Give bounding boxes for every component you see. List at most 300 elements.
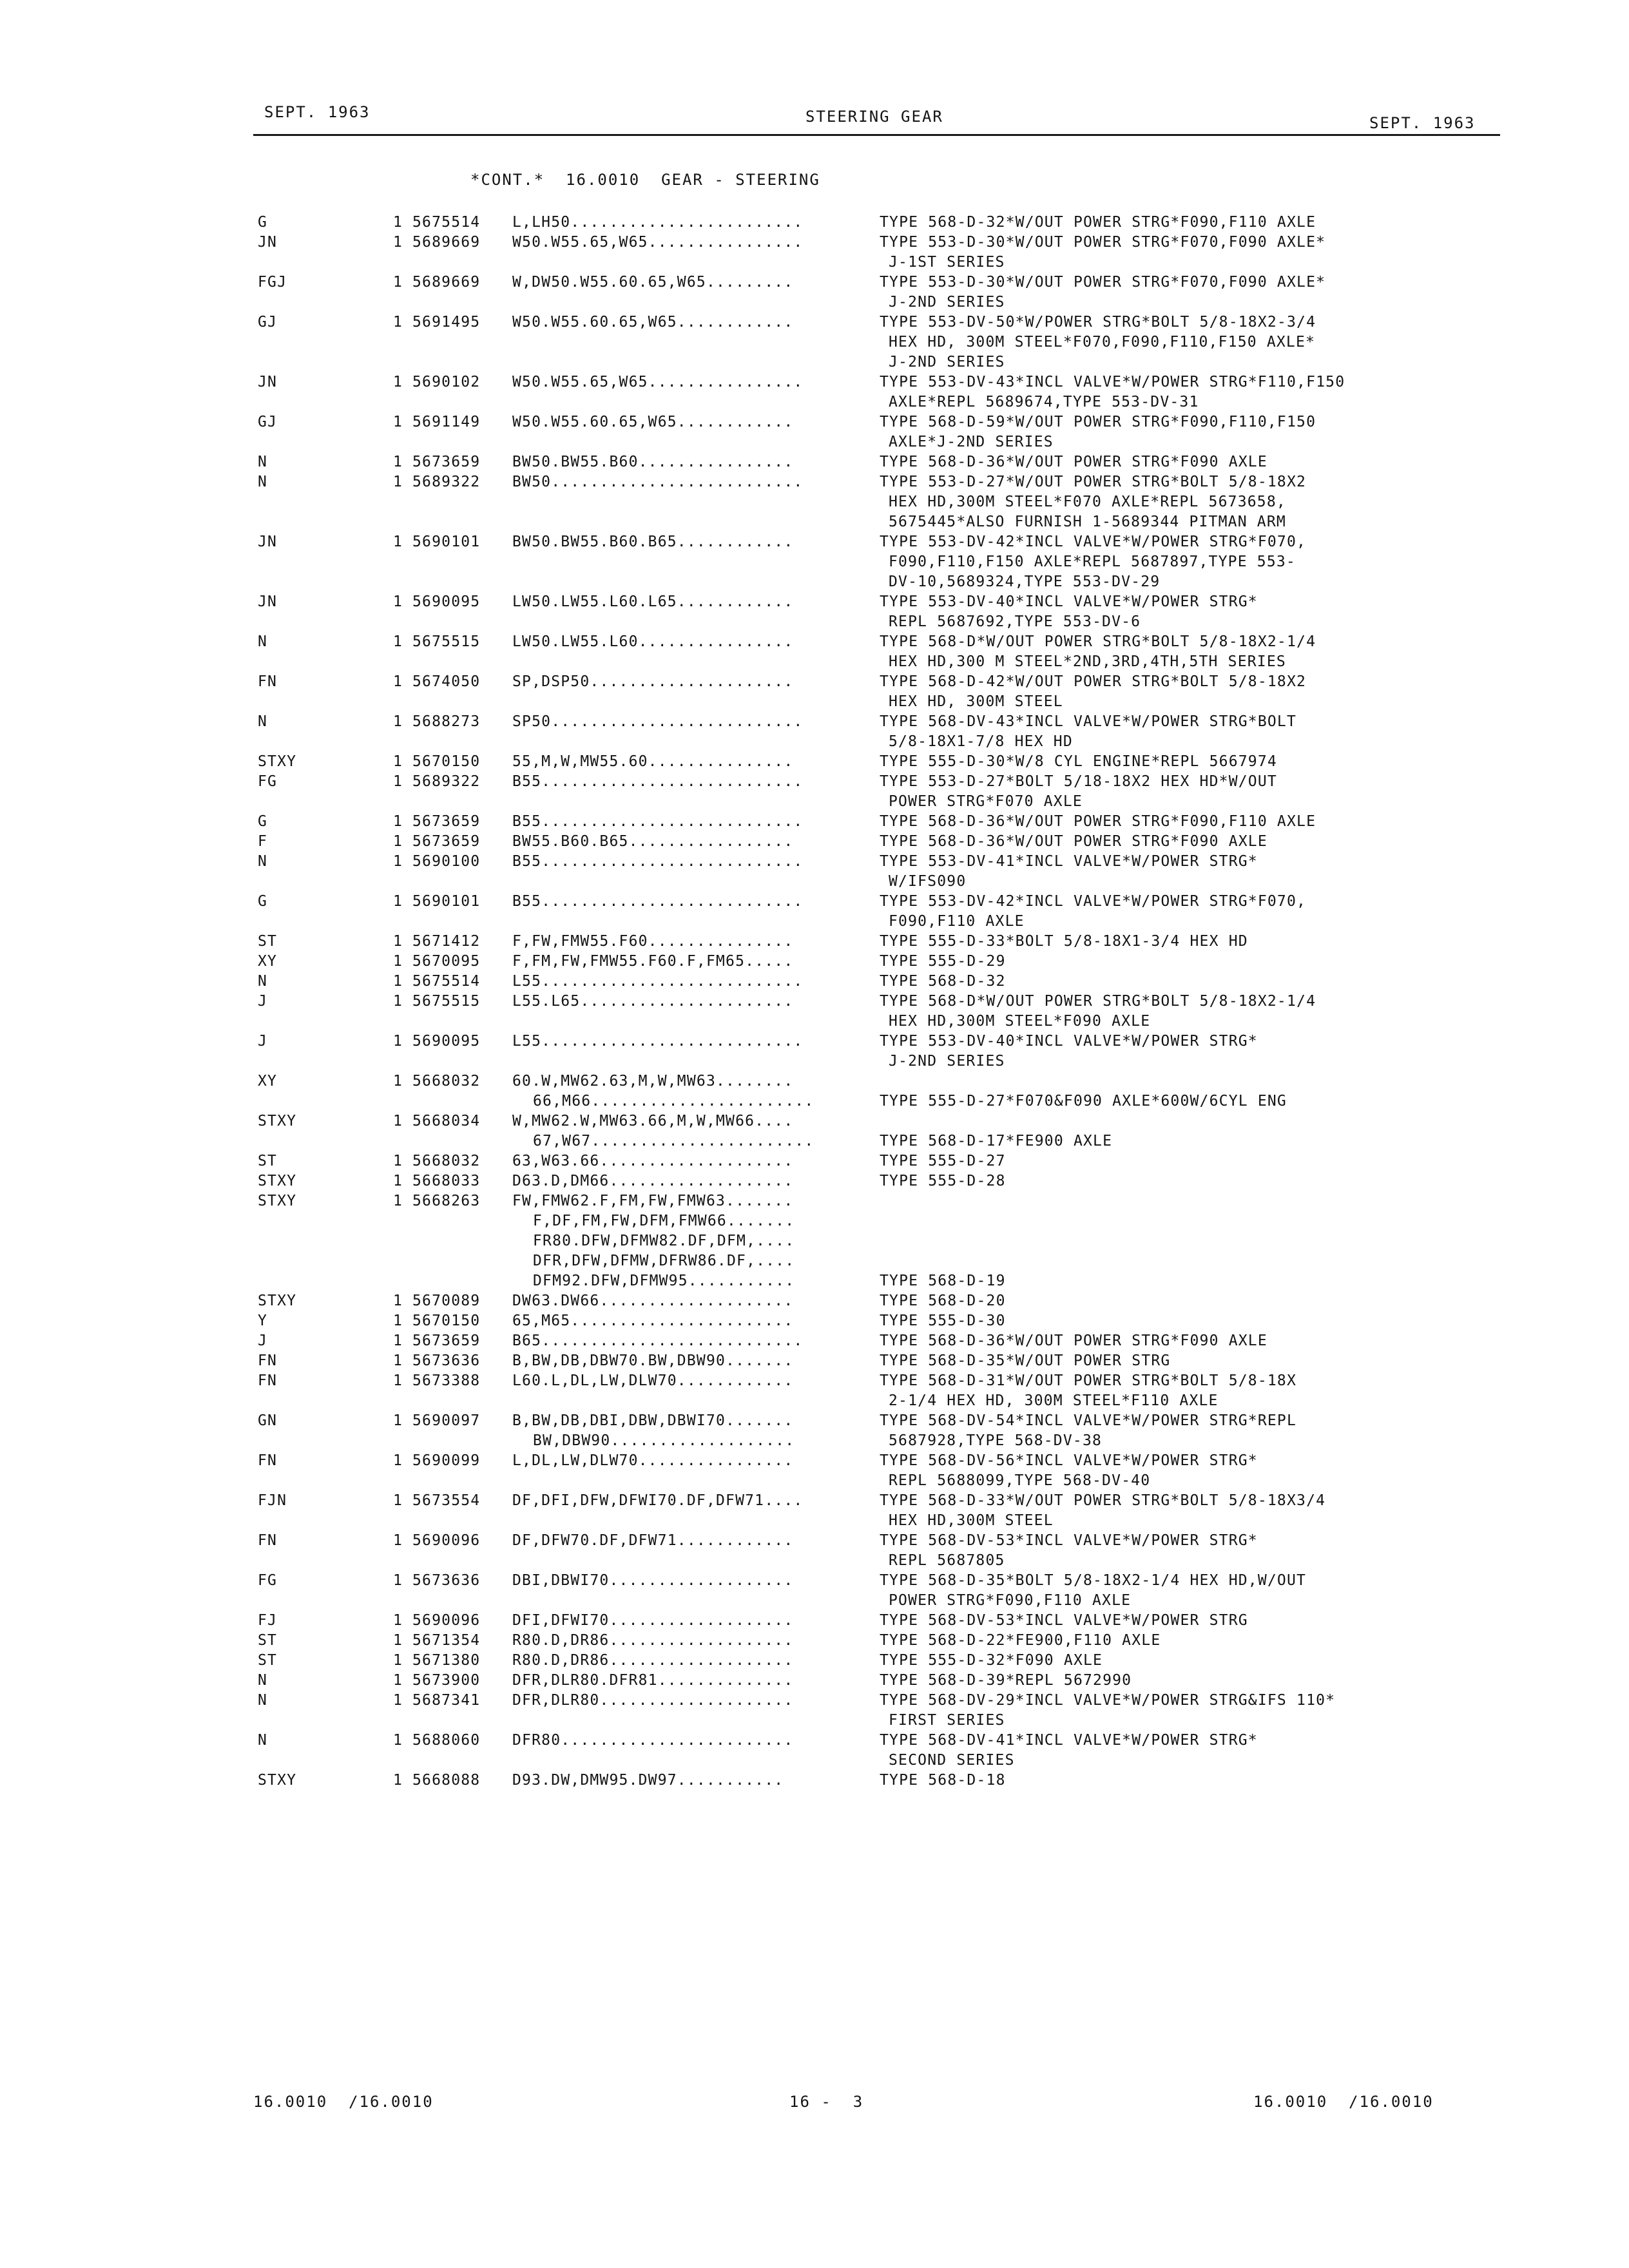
model-applicability [512,1351,873,1371]
model-code: ST [258,933,278,950]
model-applicability [512,1191,873,1291]
model-line: B65........................... [512,1332,804,1349]
model-code: STXY [258,753,297,770]
part-number: 5675515 [412,993,481,1010]
description-line: TYPE 555-D-28 [880,1173,1006,1189]
model-line: SP50.......................... [512,713,804,730]
quantity: 1 [393,533,403,550]
description-line: TYPE 568-D-33*W/OUT POWER STRG*BOLT 5/8-18X3/4 [880,1492,1326,1509]
footer-ref-right: 16.0010 /16.0010 [1253,2093,1434,2111]
quantity: 1 [393,813,403,830]
model-applicability [512,213,873,233]
model-applicability [512,1291,873,1311]
description-line: TYPE 568-D-22*FE900,F110 AXLE [880,1632,1161,1649]
model-applicability [512,632,873,652]
part-number: 5673900 [412,1672,481,1689]
model-applicability [512,892,873,912]
model-applicability [512,1731,873,1751]
model-line: L55........................... [512,1033,804,1050]
quantity: 1 [393,1113,403,1129]
model-line: L55.L65...................... [512,993,794,1010]
model-applicability [512,273,873,293]
model-applicability [512,1491,873,1511]
model-line: L,DL,LW,DLW70................ [512,1452,794,1469]
quantity: 1 [393,454,403,470]
model-line: B,BW,DB,DBI,DBW,DBWI70....... [512,1412,794,1429]
list-item [0,1311,1629,1331]
model-line: B55........................... [512,853,804,870]
model-code: N [258,474,268,490]
model-line: B,BW,DB,DBW70.BW,DBW90....... [512,1352,794,1369]
model-applicability [512,1032,873,1052]
model-applicability [512,1331,873,1351]
model-line: W50.W55.60.65,W65............ [512,414,794,430]
model-applicability [512,1451,873,1471]
quantity: 1 [393,414,403,430]
model-code: GJ [258,414,278,430]
list-item [0,273,1629,312]
description-line: HEX HD, 300M STEEL [889,693,1063,710]
model-code: XY [258,953,278,970]
model-applicability [512,372,873,392]
list-item [0,1671,1629,1691]
description-line: TYPE 568-DV-29*INCL VALVE*W/POWER STRG&IFS 110* [880,1692,1336,1709]
model-code: N [258,1692,268,1709]
part-description [880,812,1498,832]
part-number: 5673659 [412,454,481,470]
model-code: FN [258,673,278,690]
part-number: 5690097 [412,1412,481,1429]
quantity: 1 [393,833,403,850]
list-item [0,752,1629,772]
quantity: 1 [393,1632,403,1649]
model-code: G [258,813,268,830]
list-item [0,1111,1629,1151]
quantity: 1 [393,633,403,650]
model-code: N [258,1732,268,1749]
part-description [880,1731,1498,1771]
part-description [880,1191,1498,1291]
part-number: 5674050 [412,673,481,690]
model-applicability [512,1651,873,1671]
list-item [0,1571,1629,1611]
list-item [0,1451,1629,1491]
part-description [880,932,1498,952]
part-description [880,952,1498,972]
model-applicability [512,1311,873,1331]
part-number: 5690100 [412,853,481,870]
model-code: FN [258,1532,278,1549]
list-item [0,772,1629,812]
part-number: 5673659 [412,813,481,830]
part-description [880,1331,1498,1351]
model-applicability [512,752,873,772]
description-line: TYPE 553-D-30*W/OUT POWER STRG*F070,F090 AXLE* [880,274,1326,291]
description-line: TYPE 553-DV-42*INCL VALVE*W/POWER STRG*F070, [880,893,1307,910]
model-code: STXY [258,1113,297,1129]
model-line: D63.D,DM66................... [512,1173,794,1189]
model-code: FGJ [258,274,287,291]
description-line: TYPE 568-D-19 [880,1273,1006,1289]
list-item [0,1631,1629,1651]
description-line: TYPE 553-D-27*BOLT 5/18-18X2 HEX HD*W/OUT [880,773,1277,790]
model-code: JN [258,374,278,390]
model-code: FJN [258,1492,287,1509]
part-number: 5673659 [412,833,481,850]
part-number: 5673659 [412,1332,481,1349]
model-line: 65,M65....................... [512,1312,794,1329]
description-line: TYPE 568-D*W/OUT POWER STRG*BOLT 5/8-18X2-1/4 [880,633,1316,650]
model-applicability [512,592,873,612]
model-code: STXY [258,1772,297,1789]
model-line: B55........................... [512,773,804,790]
part-description [880,1032,1498,1072]
list-item [0,1171,1629,1191]
quantity: 1 [393,1532,403,1549]
model-code: FN [258,1452,278,1469]
part-number: 5673636 [412,1352,481,1369]
description-line: TYPE 568-D-32*W/OUT POWER STRG*F090,F110 AXLE [880,214,1316,231]
part-number: 5690096 [412,1532,481,1549]
model-line: DFM92.DFW,DFMW95........... [533,1273,795,1289]
part-description [880,1531,1498,1571]
model-line: DBI,DBWI70................... [512,1572,794,1589]
model-line: 60.W,MW62.63,M,W,MW63........ [512,1073,794,1090]
description-line: TYPE 568-D-18 [880,1772,1006,1789]
footer-ref-left: 16.0010 /16.0010 [253,2093,434,2111]
model-applicability [512,972,873,992]
model-applicability [512,1411,873,1451]
description-line: HEX HD,300 M STEEL*2ND,3RD,4TH,5TH SERIES [889,653,1286,670]
part-description [880,1111,1498,1151]
model-code: Y [258,1312,268,1329]
part-description [880,1631,1498,1651]
model-code: JN [258,533,278,550]
model-applicability [512,233,873,253]
part-description [880,1571,1498,1611]
description-line: TYPE 553-DV-50*W/POWER STRG*BOLT 5/8-18X2-3/4 [880,314,1316,331]
model-line: R80.D,DR86................... [512,1632,794,1649]
part-description [880,852,1498,892]
part-number: 5668034 [412,1113,481,1129]
model-applicability [512,312,873,332]
part-description [880,233,1498,273]
part-description [880,1371,1498,1411]
model-applicability [512,472,873,492]
quantity: 1 [393,1692,403,1709]
model-line: L55........................... [512,973,804,990]
part-number: 5691495 [412,314,481,331]
part-number: 5690095 [412,593,481,610]
model-code: ST [258,1652,278,1669]
part-number: 5675514 [412,973,481,990]
quantity: 1 [393,1412,403,1429]
description-line: TYPE 553-DV-40*INCL VALVE*W/POWER STRG* [880,593,1258,610]
description-line: HEX HD,300M STEEL*F090 AXLE [889,1013,1151,1030]
part-number: 5689669 [412,274,481,291]
list-item [0,1531,1629,1571]
model-applicability [512,1611,873,1631]
description-line: TYPE 568-D*W/OUT POWER STRG*BOLT 5/8-18X2-1/4 [880,993,1316,1010]
model-applicability [512,1771,873,1791]
list-item [0,213,1629,233]
model-line: LW50.LW55.L60.L65............ [512,593,794,610]
description-line: TYPE 555-D-27 [880,1153,1006,1169]
quantity: 1 [393,1352,403,1369]
description-line [880,1231,1498,1251]
quantity: 1 [393,1153,403,1169]
description-line: F090,F110,F150 AXLE*REPL 5687897,TYPE 553- [889,553,1296,570]
model-applicability [512,852,873,872]
description-line: TYPE 553-D-30*W/OUT POWER STRG*F070,F090 AXLE* [880,234,1326,251]
model-line: L60.L,DL,LW,DLW70............ [512,1372,794,1389]
list-item [0,532,1629,592]
part-number: 5690099 [412,1452,481,1469]
header-rule [253,134,1500,136]
model-applicability [512,532,873,552]
part-description [880,772,1498,812]
part-number: 5670150 [412,753,481,770]
part-number: 5690101 [412,893,481,910]
description-line: J-2ND SERIES [889,1053,1005,1070]
model-code: N [258,713,268,730]
part-number: 5690095 [412,1033,481,1050]
description-line: REPL 5688099,TYPE 568-DV-40 [889,1472,1151,1489]
part-description [880,312,1498,372]
description-line: TYPE 555-D-29 [880,953,1006,970]
model-line: BW55.B60.B65................. [512,833,794,850]
quantity: 1 [393,773,403,790]
description-line: POWER STRG*F070 AXLE [889,793,1083,810]
description-line: REPL 5687692,TYPE 553-DV-6 [889,613,1141,630]
quantity: 1 [393,274,403,291]
description-line: TYPE 555-D-30*W/8 CYL ENGINE*REPL 5667974 [880,753,1277,770]
description-line: TYPE 555-D-27*F070&F090 AXLE*600W/6CYL ENG [880,1093,1287,1110]
description-line: TYPE 568-D-31*W/OUT POWER STRG*BOLT 5/8-18X [880,1372,1297,1389]
model-code: ST [258,1153,278,1169]
description-line: TYPE 568-D-35*BOLT 5/8-18X2-1/4 HEX HD,W/OUT [880,1572,1307,1589]
model-line: BW50.BW55.B60................ [512,454,794,470]
list-item [0,312,1629,372]
model-applicability [512,992,873,1012]
list-item [0,1032,1629,1072]
quantity: 1 [393,1193,403,1209]
description-line [880,1191,1498,1211]
description-line: TYPE 555-D-33*BOLT 5/8-18X1-3/4 HEX HD [880,933,1248,950]
description-line: TYPE 555-D-30 [880,1312,1006,1329]
description-line: HEX HD,300M STEEL [889,1512,1054,1529]
model-code: G [258,893,268,910]
list-item [0,412,1629,452]
list-item [0,1072,1629,1111]
quantity: 1 [393,1312,403,1329]
list-item [0,452,1629,472]
model-code: STXY [258,1173,297,1189]
part-number: 5675514 [412,214,481,231]
description-line: F090,F110 AXLE [889,913,1025,930]
model-line: 66,M66....................... [533,1093,815,1110]
model-applicability [512,1111,873,1151]
quantity: 1 [393,314,403,331]
description-line: J-2ND SERIES [889,294,1005,311]
quantity: 1 [393,1372,403,1389]
model-code: N [258,454,268,470]
model-line: W,DW50.W55.60.65,W65......... [512,274,794,291]
model-line: BW,DBW90................... [533,1432,795,1449]
quantity: 1 [393,374,403,390]
part-description [880,1611,1498,1631]
description-line: TYPE 553-DV-43*INCL VALVE*W/POWER STRG*F110,F150 [880,374,1345,390]
model-applicability [512,1691,873,1711]
list-item [0,952,1629,972]
list-item [0,932,1629,952]
model-line: W,MW62.W,MW63.66,M,W,MW66.... [512,1113,794,1129]
model-line: 67,W67....................... [533,1133,815,1149]
model-line: B55........................... [512,813,804,830]
part-description [880,1771,1498,1791]
part-number: 5671380 [412,1652,481,1669]
list-item [0,1411,1629,1451]
header-section-title: STEERING GEAR [805,108,943,126]
part-number: 5688060 [412,1732,481,1749]
model-line: SP,DSP50..................... [512,673,794,690]
part-description [880,1691,1498,1731]
list-item [0,592,1629,632]
description-line: TYPE 568-D-35*W/OUT POWER STRG [880,1352,1171,1369]
quantity: 1 [393,1672,403,1689]
model-line: 55,M,W,MW55.60............... [512,753,794,770]
part-number: 5689322 [412,474,481,490]
description-line: 5/8-18X1-7/8 HEX HD [889,733,1073,750]
list-item [0,1651,1629,1671]
part-number: 5688273 [412,713,481,730]
model-line: F,DF,FM,FW,DFM,FMW66....... [533,1213,795,1229]
description-line: TYPE 568-D-39*REPL 5672990 [880,1672,1132,1689]
quantity: 1 [393,1173,403,1189]
part-number: 5673554 [412,1492,481,1509]
model-line: DFR,DLR80.................... [512,1692,794,1709]
list-item [0,992,1629,1032]
model-code: FN [258,1372,278,1389]
part-number: 5690096 [412,1612,481,1629]
model-line: BW50.......................... [512,474,804,490]
list-item [0,1691,1629,1731]
list-item [0,632,1629,672]
quantity: 1 [393,234,403,251]
description-line: POWER STRG*F090,F110 AXLE [889,1592,1132,1609]
section-title: *CONT.* 16.0010 GEAR - STEERING [470,171,820,189]
description-line: TYPE 568-D-17*FE900 AXLE [880,1133,1113,1149]
part-description [880,1151,1498,1171]
description-line: TYPE 568-DV-53*INCL VALVE*W/POWER STRG* [880,1532,1258,1549]
quantity: 1 [393,593,403,610]
part-description [880,1351,1498,1371]
model-code: GJ [258,314,278,331]
description-line: REPL 5687805 [889,1552,1005,1569]
model-code: JN [258,593,278,610]
part-number: 5689669 [412,234,481,251]
list-item [0,972,1629,992]
description-line: TYPE 568-DV-43*INCL VALVE*W/POWER STRG*BOLT [880,713,1297,730]
part-number: 5673636 [412,1572,481,1589]
part-number: 5670095 [412,953,481,970]
description-line: TYPE 568-D-36*W/OUT POWER STRG*F090 AXLE [880,833,1268,850]
quantity: 1 [393,1033,403,1050]
model-line: LW50.LW55.L60................ [512,633,794,650]
description-line: TYPE 568-D-36*W/OUT POWER STRG*F090 AXLE [880,454,1268,470]
list-item [0,472,1629,532]
list-item [0,812,1629,832]
part-number: 5670150 [412,1312,481,1329]
description-line: TYPE 568-DV-53*INCL VALVE*W/POWER STRG [880,1612,1248,1629]
part-description [880,532,1498,592]
model-code: STXY [258,1193,297,1209]
part-number: 5668032 [412,1073,481,1090]
part-number: 5671412 [412,933,481,950]
list-item [0,892,1629,932]
quantity: 1 [393,1732,403,1749]
part-description [880,1072,1498,1111]
part-description [880,1671,1498,1691]
part-number: 5668033 [412,1173,481,1189]
description-line: J-1ST SERIES [889,254,1005,271]
description-line: TYPE 568-D-59*W/OUT POWER STRG*F090,F110,F150 [880,414,1316,430]
description-line: FIRST SERIES [889,1712,1005,1729]
description-line: 2-1/4 HEX HD, 300M STEEL*F110 AXLE [889,1392,1219,1409]
list-item [0,1291,1629,1311]
model-code: FN [258,1352,278,1369]
model-line: W50.W55.65,W65................ [512,374,804,390]
part-description [880,592,1498,632]
header-date-left: SEPT. 1963 [264,103,371,121]
list-item [0,233,1629,273]
description-line: TYPE 568-DV-54*INCL VALVE*W/POWER STRG*REPL [880,1412,1297,1429]
quantity: 1 [393,1293,403,1309]
model-applicability [512,772,873,792]
model-line: BW50.BW55.B60.B65............ [512,533,794,550]
quantity: 1 [393,1572,403,1589]
description-line: TYPE 553-D-27*W/OUT POWER STRG*BOLT 5/8-18X2 [880,474,1307,490]
model-applicability [512,1531,873,1551]
model-applicability [512,1671,873,1691]
model-applicability [512,952,873,972]
model-line: F,FW,FMW55.F60............... [512,933,794,950]
part-number: 5671354 [412,1632,481,1649]
model-code: STXY [258,1293,297,1309]
model-code: FG [258,1572,278,1589]
model-code: FJ [258,1612,278,1629]
part-description [880,412,1498,452]
part-description [880,1651,1498,1671]
quantity: 1 [393,673,403,690]
model-applicability [512,1151,873,1171]
description-line: TYPE 568-D-36*W/OUT POWER STRG*F090 AXLE [880,1332,1268,1349]
quantity: 1 [393,1492,403,1509]
list-item [0,1151,1629,1171]
description-line: TYPE 568-D-42*W/OUT POWER STRG*BOLT 5/8-18X2 [880,673,1307,690]
model-line: DFI,DFWI70................... [512,1612,794,1629]
part-number: 5690101 [412,533,481,550]
quantity: 1 [393,753,403,770]
model-line: DF,DFW70.DF,DFW71............ [512,1532,794,1549]
list-item [0,1611,1629,1631]
description-line: HEX HD, 300M STEEL*F070,F090,F110,F150 AXLE* [889,334,1316,351]
model-code: J [258,993,268,1010]
part-description [880,1311,1498,1331]
model-applicability [512,1171,873,1191]
part-number: 5689322 [412,773,481,790]
model-line: L,LH50........................ [512,214,804,231]
